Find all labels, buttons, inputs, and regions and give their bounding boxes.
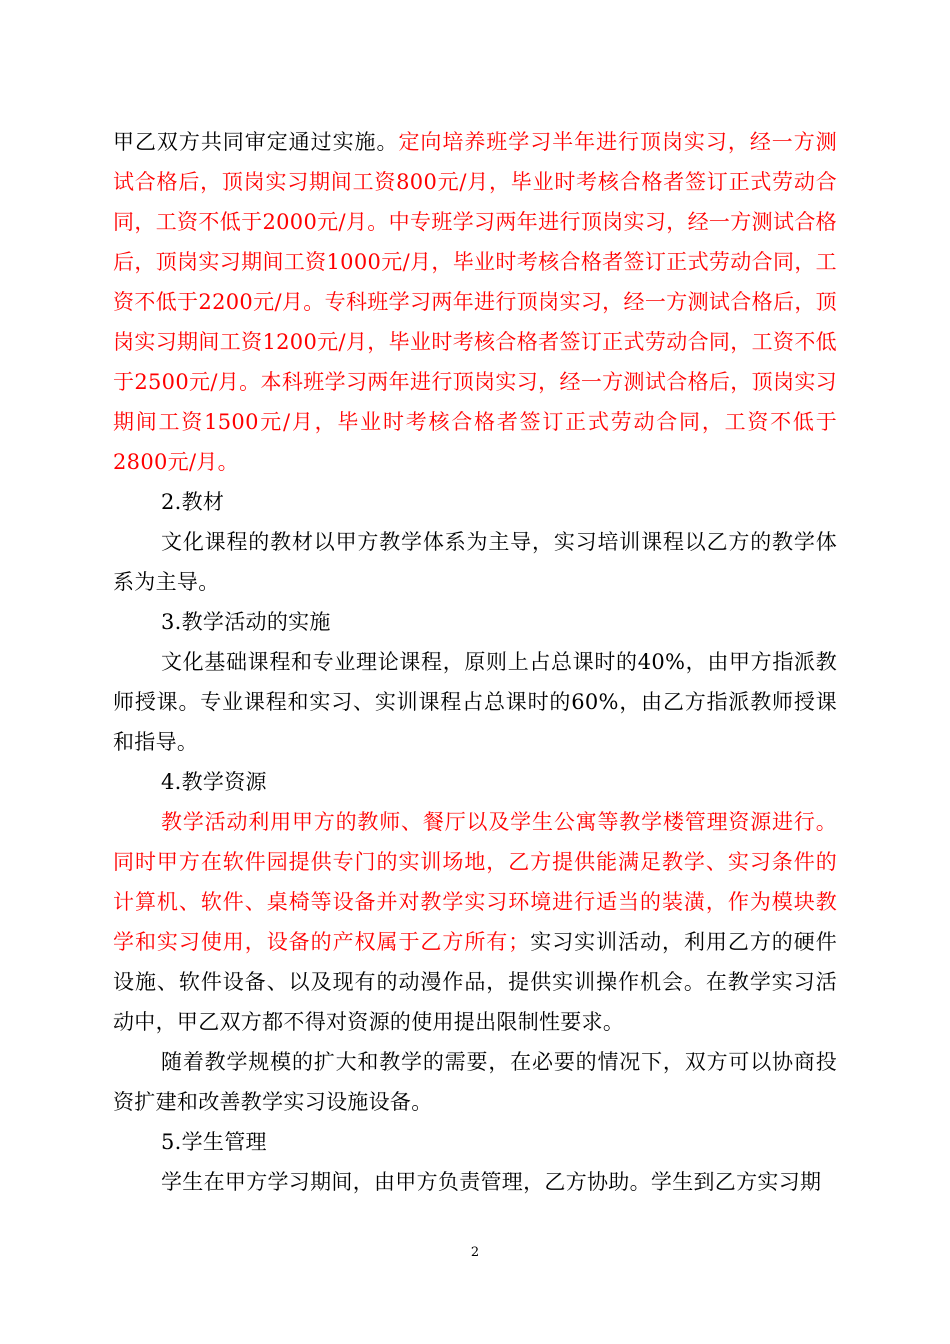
section-heading-student-management: 5.学生管理 <box>161 1130 267 1154</box>
paragraph-text-red: 定向培养班学习半年进行顶岗实习，经一方测试合格后，顶岗实习期间工资800元/月，毕业时考核合格者签订正式劳动合同，工资不低于2000元/月。中专班学习两年进行顶岗实习，经一方测试合格后，顶岗实习期间工资1000元/月，毕业时考核合格者签订正式劳动合同，工资不低于2200元/月。专科班学习两年进行顶岗实习，经一方测试合格后，顶岗实习期间工资1200元/月，毕业时考核合格者签订正式劳动合同，工资不低于2500元/月。本科班学习两年进行顶岗实习，经一方测试合格后，顶岗实习期间工资1500元/月，毕业时考核合格者签订正式劳动合同，工资不低于2800元/月。 <box>113 130 837 474</box>
paragraph-text-black: 实习实训活动，利用乙方的硬件设施、软件设备、以及现有的动漫作品，提供实训操作机会。在教学实习活动中，甲乙双方都不得对资源的使用提出限制性要求。 <box>113 930 838 1034</box>
paragraph-textbooks: 文化课程的教材以甲方教学体系为主导，实习培训课程以乙方的教学体系为主导。 <box>113 530 837 594</box>
paragraph-facility-expansion: 随着教学规模的扩大和教学的需要，在必要的情况下，双方可以协商投资扩建和改善教学实习设施设备。 <box>113 1050 837 1114</box>
paragraph-student-management: 学生在甲方学习期间，由甲方负责管理，乙方协助。学生到乙方实习期 <box>161 1170 822 1194</box>
section-heading-teaching-activities: 3.教学活动的实施 <box>161 610 331 634</box>
paragraph-text-red: 教学活动利用甲方的教师、餐厅以及学生公寓等教学楼管理资源进行。同时甲方在软件园提供专门的实训场地，乙方提供能满足教学、实习条件的计算机、软件、桌椅等设备并对教学实习环境进行适当的装潢，作为模块教学和实习使用，设备的产权属于乙方所有； <box>113 810 837 954</box>
paragraph-teaching-activities: 文化基础课程和专业理论课程，原则上占总课时的40%，由甲方指派教师授课。专业课程和实习、实训课程占总课时的60%，由乙方指派教师授课和指导。 <box>113 650 837 754</box>
section-heading-textbooks: 2.教材 <box>161 490 225 514</box>
section-heading-teaching-resources: 4.教学资源 <box>161 770 267 794</box>
paragraph-training-wages <box>113 122 837 482</box>
page-number: 2 <box>470 1245 480 1260</box>
paragraph-text-black: 甲乙双方共同审定通过实施。 <box>113 130 399 154</box>
paragraph-teaching-resources <box>113 802 837 1042</box>
document-body <box>113 122 837 1202</box>
